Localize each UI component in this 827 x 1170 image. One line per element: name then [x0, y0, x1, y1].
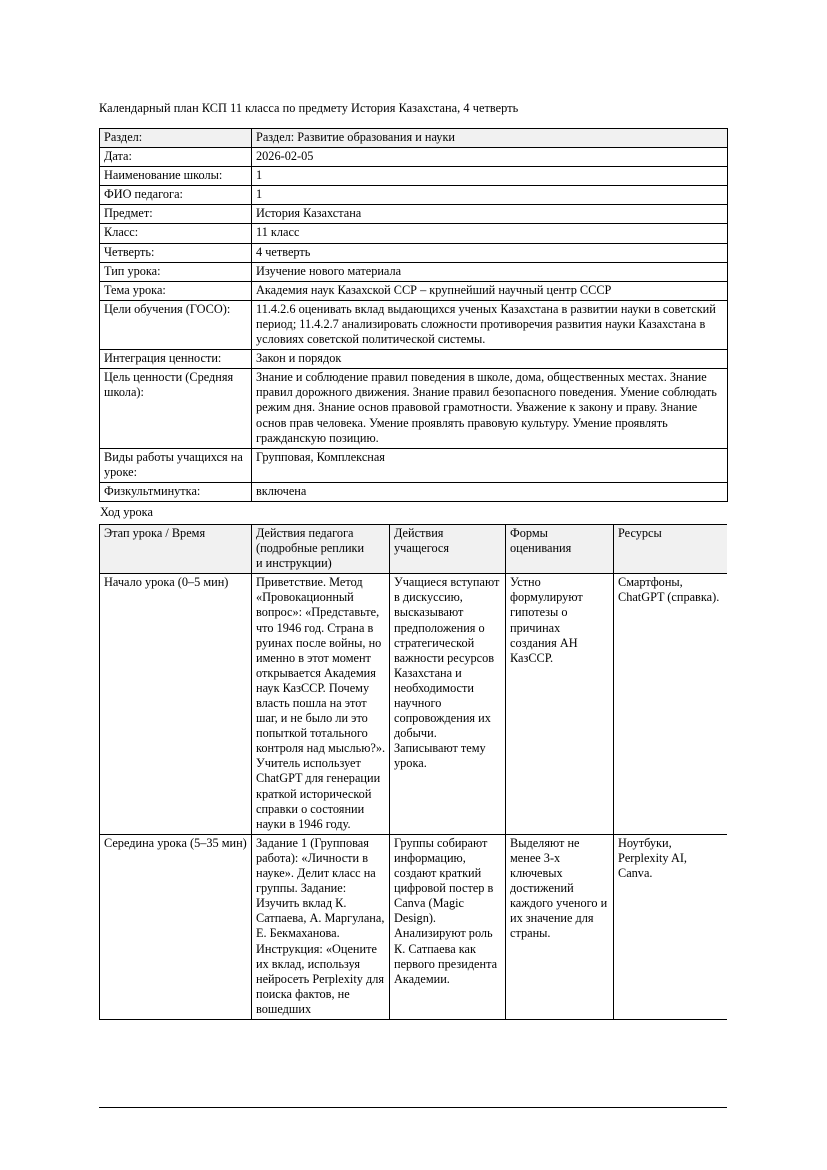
- lesson-flow-head: [100, 524, 728, 573]
- table-row: [100, 834, 728, 1019]
- info-label-cell: ФИО педагога:: [100, 186, 252, 205]
- column-header: [506, 524, 614, 573]
- info-label-cell: Наименование школы:: [100, 167, 252, 186]
- column-header-line: Ресурсы: [618, 525, 662, 540]
- table-header-row: [100, 524, 728, 573]
- info-value-cell: 2026-02-05: [252, 148, 728, 167]
- info-value-cell: Закон и порядок: [252, 350, 728, 369]
- teacher-actions-cell: Задание 1 (Групповая работа): «Личности в науке». Делит класс на группы. Задание: Изучить вклад К. Сатпаева, А. Маргулана, Е. Бекмаханова. Инструкция: «Оцените их вклад, используя нейросеть Perplexity для поиска фактов, не вошедших: [252, 834, 390, 1019]
- table-row: [100, 369, 728, 448]
- table-row: [100, 350, 728, 369]
- column-header-line: и инструкции): [256, 556, 332, 571]
- table-row: [100, 448, 728, 482]
- info-value-cell: 4 четверть: [252, 243, 728, 262]
- info-label-cell: Тип урока:: [100, 262, 252, 281]
- table-row: [100, 167, 728, 186]
- table-row: [100, 281, 728, 300]
- info-label-cell: Цели обучения (ГОСО):: [100, 300, 252, 349]
- lesson-flow-table: [99, 524, 727, 1020]
- teacher-actions-cell: Приветствие. Метод «Провокационный вопрос»: «Представьте, что 1946 год. Страна в руинах после войны, но именно в этот момент открывается Академия наук КазССР. Почему власть пошла на этот шаг, и не было ли это попыткой тотального контроля над мыслью?». Учитель использует ChatGPT для генерации краткой исторической справки о состоянии науки в 1946 году.: [252, 574, 390, 835]
- column-header-line: учащегося: [394, 541, 450, 556]
- lesson-info-body: [100, 129, 728, 502]
- table-row: [100, 300, 728, 349]
- column-header: [390, 524, 506, 573]
- info-value-cell: 1: [252, 186, 728, 205]
- page-title: Календарный план КСП 11 класса по предмету История Казахстана, 4 четверть: [99, 101, 519, 115]
- column-header-line: оценивания: [510, 541, 572, 556]
- table-row: [100, 224, 728, 243]
- info-value-cell: Знание и соблюдение правил поведения в школе, дома, общественных местах. Знание правил дорожного движения. Знание правил безопасного поведения. Умение соблюдать режим дня. Знание основ правовой грамотности. Уважение к закону и праву. Знание основ прав человека. Умение проявлять правовую культуру. Умение проявлять гражданскую позицию.: [252, 369, 728, 448]
- info-label-cell: Тема урока:: [100, 281, 252, 300]
- column-header-line: Действия: [394, 525, 444, 540]
- table-row: [100, 482, 728, 501]
- info-label-cell: Физкультминутка:: [100, 482, 252, 501]
- info-value-cell: История Казахстана: [252, 205, 728, 224]
- info-value-cell: Групповая, Комплексная: [252, 448, 728, 482]
- info-value-cell: включена: [252, 482, 728, 501]
- info-label-cell: Виды работы учащихся на уроке:: [100, 448, 252, 482]
- lesson-info-table: [99, 128, 728, 502]
- info-value-cell: Раздел: Развитие образования и науки: [252, 129, 728, 148]
- lesson-flow-clip: [99, 524, 727, 1108]
- table-row: [100, 186, 728, 205]
- info-value-cell: Академия наук Казахской ССР – крупнейший научный центр СССР: [252, 281, 728, 300]
- info-label-cell: Класс:: [100, 224, 252, 243]
- student-actions-cell: Учащиеся вступают в дискуссию, высказывают предположения о стратегической важности ресурсов Казахстана и необходимости научного сопровождения их добычи. Записывают тему урока.: [390, 574, 506, 835]
- info-value-cell: 1: [252, 167, 728, 186]
- table-row: [100, 148, 728, 167]
- column-header-line: Действия педагога: [256, 525, 354, 540]
- column-header-line: Этап урока / Время: [104, 525, 206, 540]
- table-row: [100, 262, 728, 281]
- table-row: [100, 574, 728, 835]
- info-label-cell: Цель ценности (Средняя школа):: [100, 369, 252, 448]
- column-header-line: Формы: [510, 525, 548, 540]
- info-value-cell: 11 класс: [252, 224, 728, 243]
- table-row: [100, 129, 728, 148]
- column-header: [614, 524, 728, 573]
- student-actions-cell: Группы собирают информацию, создают краткий цифровой постер в Canva (Magic Design). Анализируют роль К. Сатпаева как первого президента Академии.: [390, 834, 506, 1019]
- assessment-cell: Устно формулируют гипотезы о причинах создания АН КазССР.: [506, 574, 614, 835]
- resources-cell: Смартфоны, ChatGPT (справка).: [614, 574, 728, 835]
- assessment-cell: Выделяют не менее 3-х ключевых достижений каждого ученого и их значение для страны.: [506, 834, 614, 1019]
- info-value-cell: Изучение нового материала: [252, 262, 728, 281]
- column-header: [252, 524, 390, 573]
- lesson-flow-body: [100, 574, 728, 1020]
- table-row: [100, 205, 728, 224]
- info-label-cell: Интеграция ценности:: [100, 350, 252, 369]
- column-header: [100, 524, 252, 573]
- info-label-cell: Дата:: [100, 148, 252, 167]
- table-row: [100, 243, 728, 262]
- resources-cell: Ноутбуки, Perplexity AI, Canva.: [614, 834, 728, 1019]
- column-header-line: (подробные реплики: [256, 541, 365, 556]
- section-caption: Ход урока: [100, 504, 153, 519]
- stage-cell: Середина урока (5–35 мин): [100, 834, 252, 1019]
- info-label-cell: Предмет:: [100, 205, 252, 224]
- info-label-cell: Четверть:: [100, 243, 252, 262]
- stage-cell: Начало урока (0–5 мин): [100, 574, 252, 835]
- info-value-cell: 11.4.2.6 оценивать вклад выдающихся ученых Казахстана в развитии науки в советский период; 11.4.2.7 анализировать сложности противоречия развития науки Казахстана в условиях советской политической системы.: [252, 300, 728, 349]
- info-label-cell: Раздел:: [100, 129, 252, 148]
